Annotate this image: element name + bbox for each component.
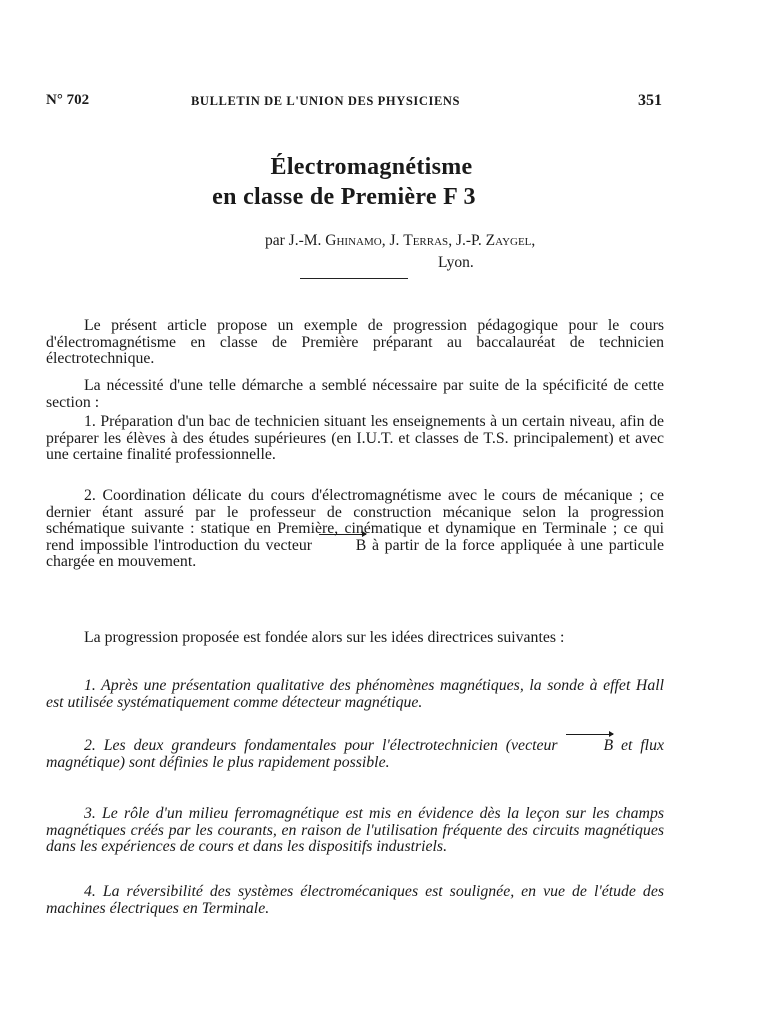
byline-sep-1: , J. bbox=[381, 232, 404, 249]
idea-3-text: 3. Le rôle d'un milieu ferromagnétique est mis en évidence dès la leçon sur les champs magnétiques créés par les courants, en raison de l'utilisation fréquente des circuits magnétiques dans les expériences de cours et dans les dispositifs industriels. bbox=[46, 805, 664, 855]
title-line-2: en classe de Première F 3 bbox=[212, 184, 476, 210]
issue-number: N° 702 bbox=[46, 92, 90, 108]
title-separator-rule bbox=[300, 278, 408, 279]
paragraph-intro bbox=[46, 318, 664, 374]
idea-1-text: 1. Après une présentation qualitative des phénomènes magnétiques, la sonde à effet Hall est utilisée systématiquement comme détecteur magnétique. bbox=[46, 677, 664, 711]
vector-b-symbol-2: B bbox=[565, 738, 613, 755]
byline-prefix: par J.-M. bbox=[265, 232, 326, 249]
progression-text: La progression proposée est fondée alors sur les idées directrices suivantes : bbox=[84, 629, 565, 646]
journal-title: BULLETIN DE L'UNION DES PHYSICIENS bbox=[191, 94, 461, 108]
idea-2-part-1: 2. Les deux grandeurs fondamentales pour l'électrotechnicien (vecteur bbox=[84, 737, 566, 754]
point-2-text bbox=[46, 488, 664, 571]
paragraph-point-1 bbox=[46, 414, 664, 470]
paragraph-idea-4 bbox=[46, 884, 664, 923]
title-line-1: Électromagnétisme bbox=[270, 154, 473, 180]
intro-text: Le présent article propose un exemple de progression pédagogique pour le cours d'électromagnétisme en classe de Première préparant au baccalauréat de technicien électrotechnique. bbox=[46, 317, 664, 367]
idea-2-part-2: et flux magnétique) sont définies le plus rapidement possible. bbox=[46, 737, 664, 771]
paragraph-idea-1 bbox=[46, 678, 664, 717]
paragraph-idea-2 bbox=[46, 738, 664, 777]
byline-sep-2: , J.-P. bbox=[448, 232, 486, 249]
point-1-text: 1. Préparation d'un bac de technicien situant les enseignements à un certain niveau, afin de préparer les élèves à des études supérieures (en I.U.T. et classes de T.S. principalement) et avec une certaine finalité professionnelle. bbox=[46, 413, 664, 463]
running-head bbox=[46, 92, 662, 112]
idea-2-text bbox=[46, 738, 664, 771]
idea-4-text: 4. La réversibilité des systèmes électromécaniques est soulignée, en vue de l'étude des machines électriques en Terminale. bbox=[46, 883, 664, 917]
byline bbox=[265, 230, 685, 274]
point-2-part-2: à partir de la force appliquée à une particule chargée en mouvement. bbox=[46, 536, 664, 570]
author-terras: Terras bbox=[403, 232, 449, 249]
byline-sep-3: , bbox=[531, 232, 536, 249]
paragraph-progression bbox=[46, 630, 664, 653]
paragraph-idea-3 bbox=[46, 806, 664, 862]
author-ghinamo: Ghinamo bbox=[325, 232, 382, 249]
vector-b-symbol: B bbox=[318, 538, 367, 555]
necessity-text: La nécessité d'une telle démarche a semblé nécessaire par suite de la spécificité de cette section : bbox=[46, 377, 664, 411]
article-title bbox=[0, 152, 768, 212]
author-zaygel: Zaygel bbox=[485, 232, 532, 249]
paragraph-point-2 bbox=[46, 488, 664, 577]
page-number: 351 bbox=[638, 92, 662, 109]
paragraph-necessity bbox=[46, 378, 664, 417]
author-location: Lyon. bbox=[438, 254, 474, 271]
point-2-part-1: 2. Coordination délicate du cours d'électromagnétisme avec le cours de mécanique ; ce dernier étant assuré par le professeur de construction mécanique selon la progression schématique suivante : statique en Première, cinématique et dynamique en Terminale ; ce qui rend impossible l'introduction du vecteur bbox=[46, 487, 664, 554]
